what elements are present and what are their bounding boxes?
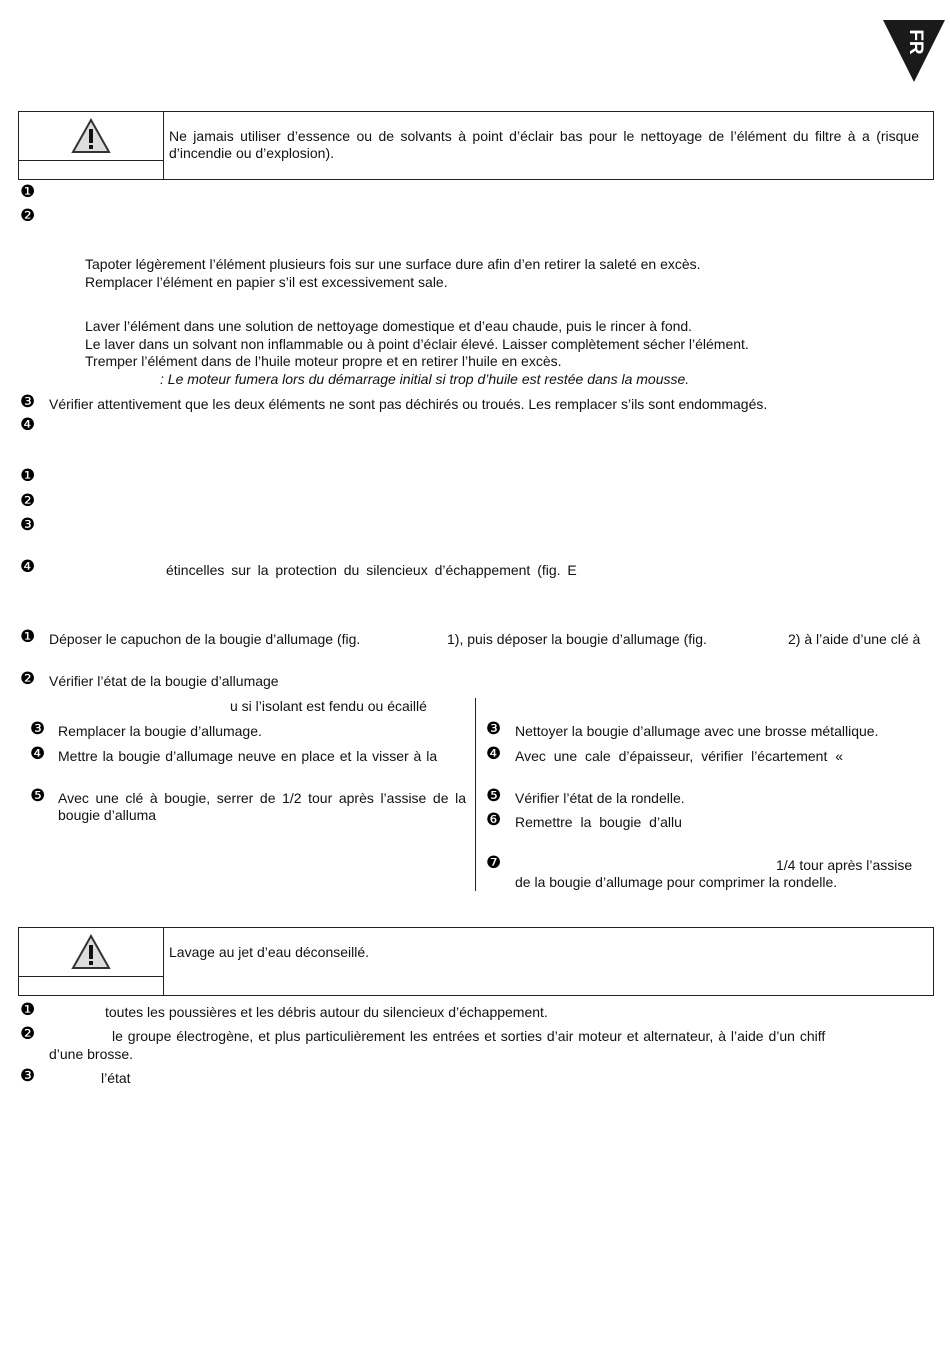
badge-label: FR [905, 29, 926, 55]
step-number: ❸ [30, 719, 46, 739]
step-text: toutes les poussières et les débris autour du silencieux d’échappement. [105, 1004, 548, 1020]
step-number: ❸ [20, 515, 36, 535]
step-number: ❹ [486, 744, 502, 764]
warning-icon-cell [19, 112, 164, 179]
step-text: Vérifier attentivement que les deux éléments ne sont pas déchirés ou troués. Les remplacer s’ils sont endommagés. [49, 396, 768, 412]
step-text: Vérifier l’état de la rondelle. [515, 790, 685, 806]
step-number: ❺ [486, 786, 502, 806]
step-text: 2) à l’aide d’une clé à [788, 631, 921, 647]
step-number: ❹ [20, 557, 36, 577]
language-badge-icon [883, 18, 945, 84]
warning-box-fuel [18, 111, 934, 180]
note-line: : Le moteur fumera lors du démarrage initial si trop d’huile est restée dans la mousse. [160, 371, 690, 387]
paragraph-line: Le laver dans un solvant non inflammable ou à point d’éclair élevé. Laisser complètement sécher l’élément. [85, 336, 749, 352]
warning-divider [19, 160, 163, 161]
warning-triangle-icon [71, 934, 111, 970]
step-text: le groupe électrogène, et plus particulièrement les entrées et sorties d’air moteur et alternateur, à l’aide d’un chiff [112, 1028, 826, 1044]
step-text: Nettoyer la bougie d’allumage avec une brosse métallique. [515, 723, 879, 739]
condition-text: u si l’isolant est fendu ou écaillé [230, 698, 427, 714]
step-number: ❹ [30, 744, 46, 764]
step-number: ❸ [20, 1066, 36, 1086]
step-text: étincelles sur la protection du silencieux d’échappement (fig. E [166, 562, 577, 578]
step-number: ❻ [486, 810, 502, 830]
step-number: ❹ [20, 415, 36, 435]
step-text: Remplacer la bougie d’allumage. [58, 723, 262, 739]
paragraph-line: Tremper l’élément dans de l’huile moteur propre et en retirer l’huile en excès. [85, 353, 562, 369]
step-text: l’état [101, 1070, 131, 1086]
step-number: ❸ [20, 392, 36, 412]
step-number: ❷ [20, 669, 36, 689]
step-text: Mettre la bougie d’allumage neuve en place et la visser à la [58, 748, 438, 764]
step-number: ❶ [20, 182, 36, 202]
paragraph-line: Remplacer l’élément en papier s’il est excessivement sale. [85, 274, 448, 290]
warning-box-water [18, 927, 934, 996]
step-number: ❶ [20, 1000, 36, 1020]
step-text: Avec une cale d’épaisseur, vérifier l’écartement « [515, 748, 844, 764]
step-text: Déposer le capuchon de la bougie d’allumage (fig. [49, 631, 361, 647]
warning-text: Ne jamais utiliser d’essence ou de solvants à point d’éclair bas pour le nettoyage de l’élément du filtre à a (risque d’incendie ou d’explosion). [169, 128, 919, 161]
step-number: ❷ [20, 491, 36, 511]
step-number: ❷ [20, 206, 36, 226]
warning-divider [19, 976, 163, 977]
step-number: ❺ [30, 786, 46, 806]
warning-text: Lavage au jet d’eau déconseillé. [169, 944, 370, 960]
step-text: 1/4 tour après l’assise [776, 857, 913, 873]
warning-triangle-icon [71, 118, 111, 154]
step-text: d’une brosse. [49, 1046, 134, 1062]
column-divider [475, 698, 476, 891]
step-text: Remettre la bougie d’allu [515, 814, 682, 830]
step-number: ❷ [20, 1024, 36, 1044]
step-number: ❸ [486, 719, 502, 739]
paragraph-line: Laver l’élément dans une solution de nettoyage domestique et d’eau chaude, puis le rincer à fond. [85, 318, 693, 334]
step-number: ❶ [20, 466, 36, 486]
step-text: 1), puis déposer la bougie d’allumage (fig. [447, 631, 707, 647]
step-number: ❼ [486, 853, 502, 873]
warning-icon-cell [19, 928, 164, 995]
step-text: de la bougie d’allumage pour comprimer la rondelle. [515, 874, 838, 890]
step-text: Vérifier l’état de la bougie d’allumage [49, 673, 279, 689]
step-text: Avec une clé à bougie, serrer de 1/2 tour après l’assise de la bougie d’alluma [58, 790, 466, 823]
paragraph-line: Tapoter légèrement l’élément plusieurs fois sur une surface dure afin d’en retirer la saleté en excès. [85, 256, 701, 272]
step-number: ❶ [20, 627, 36, 647]
